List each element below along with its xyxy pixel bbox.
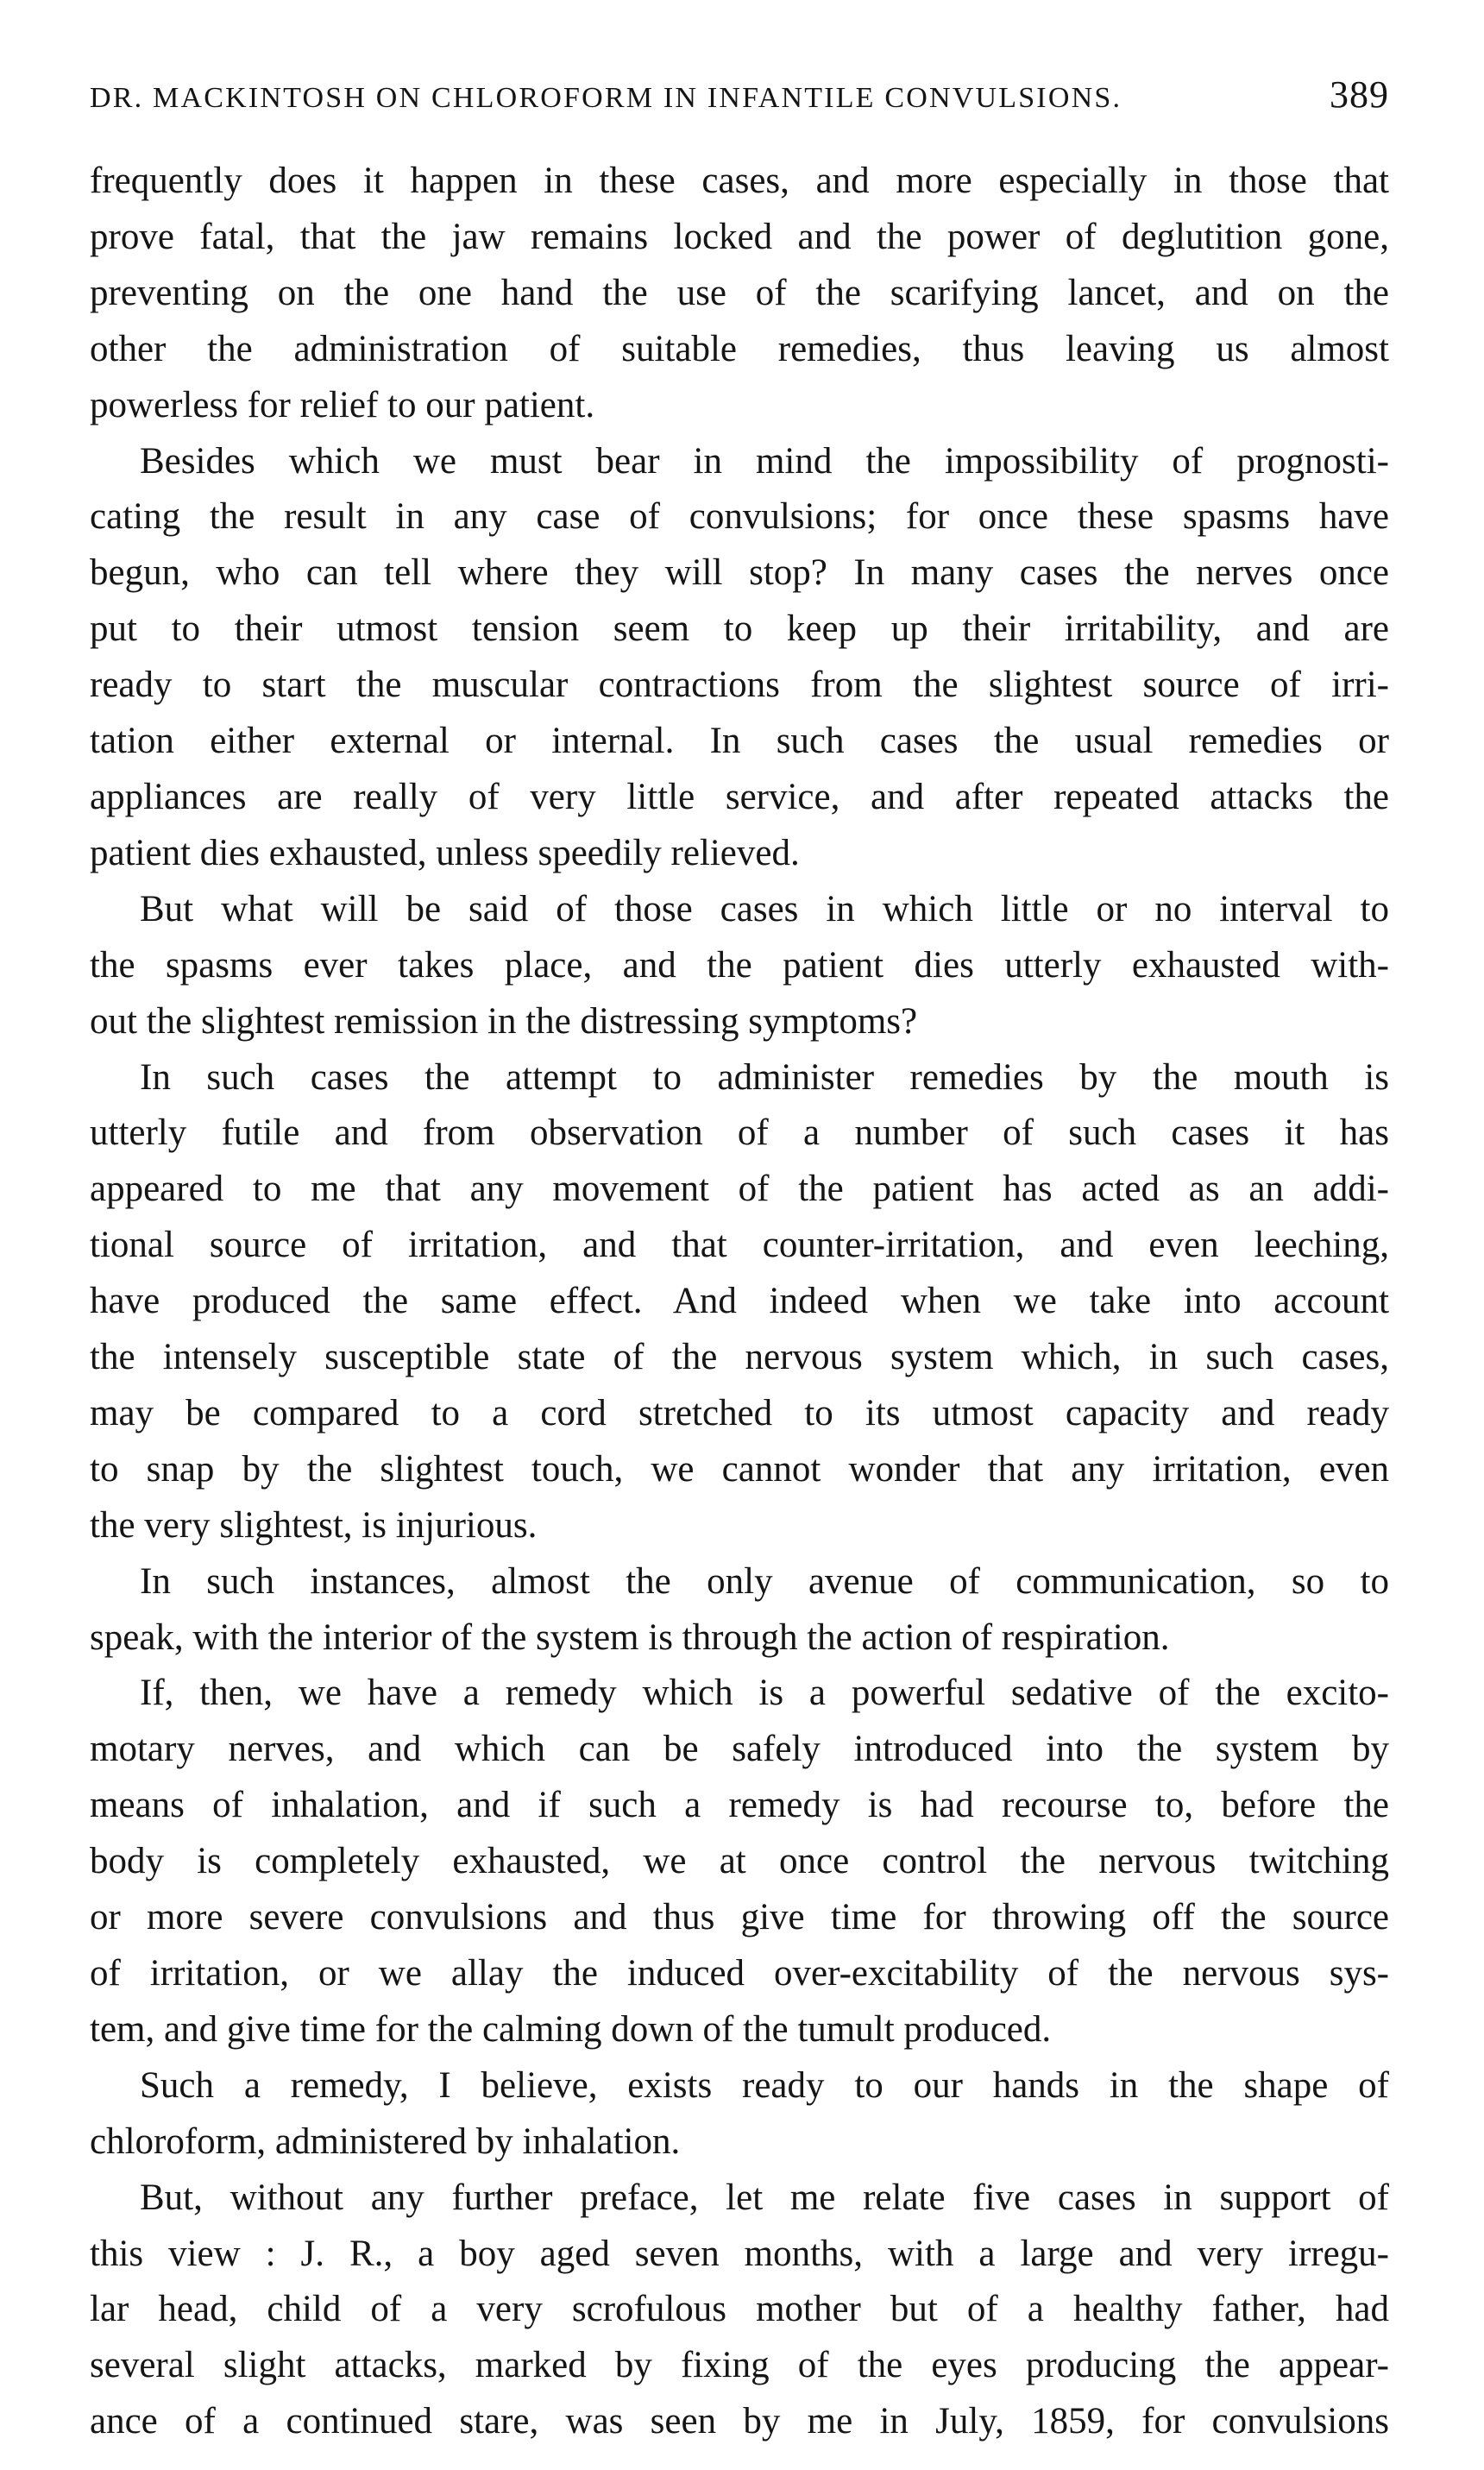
text-line: the very slightest, is injurious. [90, 1504, 538, 1546]
text-line: of irritation, or we allay the induced over-excitability of the nervous sys- [90, 1953, 1389, 1994]
text-line: In such cases the attempt to administer remedies by the mouth is [140, 1056, 1389, 1098]
text-line: begun, who can tell where they will stop? In many cases the nerves once [90, 552, 1389, 594]
text-line: powerless for relief to our patient. [90, 384, 595, 425]
text-line: If, then, we have a remedy which is a powerful sedative of the excito- [140, 1673, 1389, 1714]
text-line: cating the result in any case of convulsions; for once these spasms have [90, 496, 1389, 538]
text-line: out the slightest remission in the distressing symptoms? [90, 1000, 918, 1042]
text-line: In such instances, almost the only avenue of communication, so to [140, 1560, 1389, 1602]
text-line: Besides which we must bear in mind the impossibility of prognosti- [140, 440, 1389, 482]
text-line: other the administration of suitable remedies, thus leaving us almost [90, 328, 1389, 369]
text-line: the spasms ever takes place, and the patient dies utterly exhausted with- [90, 944, 1389, 986]
paragraph [90, 2171, 1389, 2451]
text-line: preventing on the one hand the use of the scarifying lancet, and on the [90, 272, 1389, 313]
text-line: tation either external or internal. In such cases the usual remedies or [90, 721, 1389, 762]
running-title: DR. MACKINTOSH ON CHLOROFORM IN INFANTILE CONVULSIONS. [90, 82, 1122, 114]
text-line: ready to start the muscular contractions from the slightest source of irri- [90, 665, 1389, 706]
text-line: chloroform, administered by inhalation. [90, 2120, 681, 2162]
text-line: this view : J. R., a boy aged seven months, with a large and very irregu- [90, 2233, 1389, 2274]
text-line: tional source of irritation, and that counter-irritation, and even leeching, [90, 1225, 1389, 1266]
text-line: or more severe convulsions and thus give time for throwing off the source [90, 1897, 1389, 1938]
text-line: But what will be said of those cases in which little or no interval to [140, 888, 1389, 929]
text-line: have produced the same effect. And indeed when we take into account [90, 1281, 1389, 1322]
text-line: body is completely exhausted, we at once control the nervous twitching [90, 1841, 1389, 1882]
text-line: utterly futile and from observation of a number of such cases it has [90, 1112, 1389, 1154]
text-line: appeared to me that any movement of the patient has acted as an addi- [90, 1169, 1389, 1210]
text-line: to snap by the slightest touch, we cannot wonder that any irritation, even [90, 1448, 1389, 1490]
paragraph [90, 2058, 1389, 2171]
text-line: Such a remedy, I believe, exists ready to our hands in the shape of [140, 2064, 1389, 2106]
paragraph [90, 882, 1389, 1050]
paragraph [90, 1050, 1389, 1554]
paragraph [90, 1666, 1389, 2057]
text-line: means of inhalation, and if such a remedy is had recourse to, before the [90, 1785, 1389, 1826]
text-line: frequently does it happen in these cases, and more especially in those that [90, 161, 1389, 201]
text-line: several slight attacks, marked by fixing of the eyes producing the appear- [90, 2345, 1389, 2386]
text-line: appliances are really of very little service, and after repeated attacks the [90, 776, 1389, 817]
text-line: But, without any further preface, let me relate five cases in support of [140, 2177, 1389, 2218]
text-line: put to their utmost tension seem to keep up their irritability, and are [90, 608, 1389, 650]
text-line: speak, with the interior of the system is through the action of respiration. [90, 1616, 1170, 1658]
body-text [90, 154, 1389, 2450]
text-line: patient dies exhausted, unless speedily relieved. [90, 832, 800, 873]
text-line: may be compared to a cord stretched to its utmost capacity and ready [90, 1392, 1389, 1433]
page-number: 389 [1330, 73, 1389, 116]
paragraph [90, 154, 1389, 434]
text-line: lar head, child of a very scrofulous mother but of a healthy father, had [90, 2289, 1389, 2330]
paragraph [90, 434, 1389, 882]
running-head [90, 72, 1389, 135]
paragraph [90, 1554, 1389, 1667]
text-line: tem, and give time for the calming down of the tumult produced. [90, 2008, 1052, 2050]
text-line: prove fatal, that the jaw remains locked and the power of deglutition gone, [90, 216, 1389, 257]
text-line: motary nerves, and which can be safely introduced into the system by [90, 1729, 1389, 1770]
text-line: the intensely susceptible state of the nervous system which, in such cases, [90, 1337, 1389, 1378]
text-line: ance of a continued stare, was seen by me in July, 1859, for convulsions [90, 2401, 1389, 2442]
